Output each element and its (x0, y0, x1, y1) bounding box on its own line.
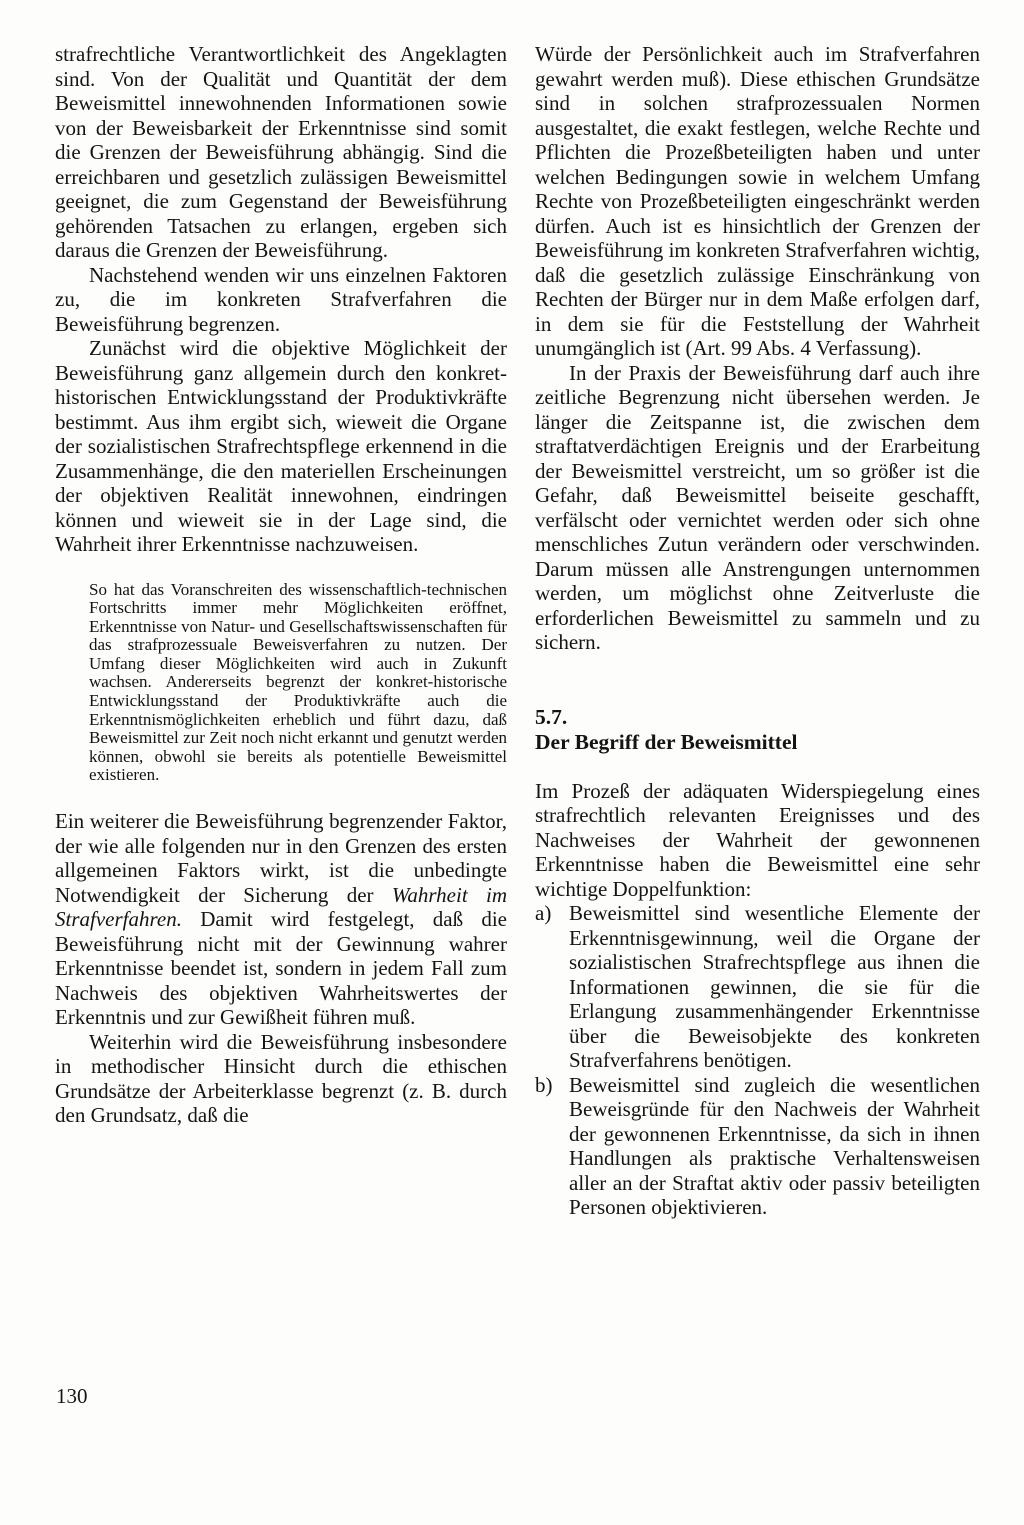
list-item-text: Beweismittel sind wesentliche Elemente der Erkenntnisgewinnung, weil die Organe der sozialistischen Strafrechtspflege aus ihnen die Informationen gewinnen, die sie für die Erlangung zusammenhängender Erkenntnisse über die Beweisobjekte des konkreten Strafverfahrens benötigen. (569, 901, 980, 1072)
paragraph: In der Praxis der Beweisführung darf auch ihre zeitliche Begrenzung nicht übersehen werden. Je länger die Zeitspanne ist, die zwischen dem straftatverdächtigen Ereignis und der Erarbeitung der Beweismittel verstreicht, um so größer ist die Gefahr, daß Beweismittel beiseite geschafft, verfälscht oder vernichtet werden oder sich ohne menschliches Zutun verändern oder verschwinden. Darum müssen alle Anstrengungen unternommen werden, um möglichst ohne Zeitverluste die erforderlichen Beweismittel zu sammeln und zu sichern. (535, 360, 980, 654)
paragraph: Würde der Persönlichkeit auch im Strafverfahren gewahrt werden muß). Diese ethischen Grundsätze sind in solchen strafprozessualen Normen ausgestaltet, die exakt festlegen, welche Rechte und Pflichten die Prozeßbeteiligten haben und unter welchen Bedingungen sowie in welchem Umfang Rechte von Prozeßbeteiligten eingeschränkt werden dürfen. Auch ist es hinsichtlich der Grenzen der Beweisführung im konkreten Strafverfahren wichtig, daß die gesetzlich zulässige Einschränkung von Rechten der Bürger nur in dem Maße erfolgen darf, in dem sie für die Feststellung der Wahrheit unumgänglich ist (Art. 99 Abs. 4 Verfassung). (535, 42, 980, 360)
paragraph (55, 809, 507, 1030)
left-column (55, 42, 507, 1128)
small-print-note: So hat das Voranschreiten des wissenschaftlich-technischen Fortschritts immer mehr Möglichkeiten eröffnet, Erkenntnisse von Natur- und Gesellschaftswissenschaften für das strafprozessuale Beweisverfahren zu nutzen. Der Umfang dieser Möglichkeiten wird auch in Zukunft wachsen. Andererseits begrenzt der konkret-historische Entwicklungsstand der Produktivkräfte auch die Erkenntnismöglichkeiten erheblich und führt dazu, daß Beweismittel zur Zeit noch nicht erkannt und genutzt werden können, obwohl sie bereits als potentielle Beweismittel existieren. (89, 579, 507, 785)
right-column (535, 42, 980, 1220)
paragraph: Nachstehend wenden wir uns einzelnen Faktoren zu, die im konkreten Strafverfahren die Beweisführung begrenzen. (55, 262, 507, 336)
paragraph: Zunächst wird die objektive Möglichkeit der Beweisführung ganz allgemein durch den konkret-historischen Entwicklungsstand der Produktivkräfte bestimmt. Aus ihm ergibt sich, wieweit die Organe der sozialistischen Strafrechtspflege erkennend in die Zusammenhänge, die den materiellen Erscheinungen der objektiven Realität innewohnen, eindringen können und wieweit sie in der Lage sind, die Wahrheit ihrer Erkenntnisse nachzuweisen. (55, 336, 507, 556)
list-marker: b) (535, 1072, 553, 1097)
list-marker: a) (535, 901, 552, 925)
paragraph: strafrechtliche Verantwortlichkeit des Angeklagten sind. Von der Qualität und Quantität der dem Beweismittel innewohnenden Informationen sowie von der Beweisbarkeit der Erkenntnisse sind somit die Grenzen der Beweisführung abhängig. Sind die erreichbaren und gesetzlich zulässigen Beweismittel geeignet, die zum Gegenstand der Beweisführung gehörenden Tatsachen zu erlangen, ergeben sich daraus die Grenzen der Beweisführung. (55, 42, 507, 262)
section-number: 5.7. (535, 704, 568, 729)
list-item (535, 901, 980, 1073)
page-number: 130 (56, 1384, 88, 1408)
emphasis-text: Wahrheit im Strafverfahren. (55, 882, 507, 932)
list-item (535, 1073, 980, 1220)
paragraph: Im Prozeß der adäquaten Widerspiegelung eines strafrechtlich relevanten Ereignisses und des Nachweises der Wahrheit der gewonnenen Erkenntnisse haben die Beweismittel eine sehr wichtige Doppelfunktion: (535, 778, 980, 901)
list-item-text: Beweismittel sind zugleich die wesentlichen Beweisgründe für den Nachweis der Wahrheit der gewonnenen Erkenntnisse, da sich in ihnen Handlungen als praktische Verhaltensweisen aller an der Straftat aktiv oder passiv beteiligten Personen objektivieren. (569, 1072, 980, 1219)
section-title: Der Begriff der Beweismittel (535, 729, 798, 754)
section-heading (535, 705, 980, 755)
text-run: Damit wird festgelegt, daß die Beweisführung nicht mit der Gewinnung wahrer Erkenntnisse beendet ist, sondern in jedem Fall zum Nachweis des objektiven Wahrheitswertes der Erkenntnis und zur Gewißheit führen muß. (55, 907, 507, 1030)
enumerated-list (535, 901, 980, 1220)
paragraph: Weiterhin wird die Beweisführung insbesondere in methodischer Hinsicht durch die ethischen Grundsätze der Arbeiterklasse begrenzt (z. B. durch den Grundsatz, daß die (55, 1029, 507, 1128)
text-run: Ein weiterer die Beweisführung begrenzender Faktor, der wie alle folgenden nur in den Grenzen des ersten allgemeinen Faktors wirkt, ist die unbedingte Notwendigkeit der Sicherung der (55, 809, 507, 907)
